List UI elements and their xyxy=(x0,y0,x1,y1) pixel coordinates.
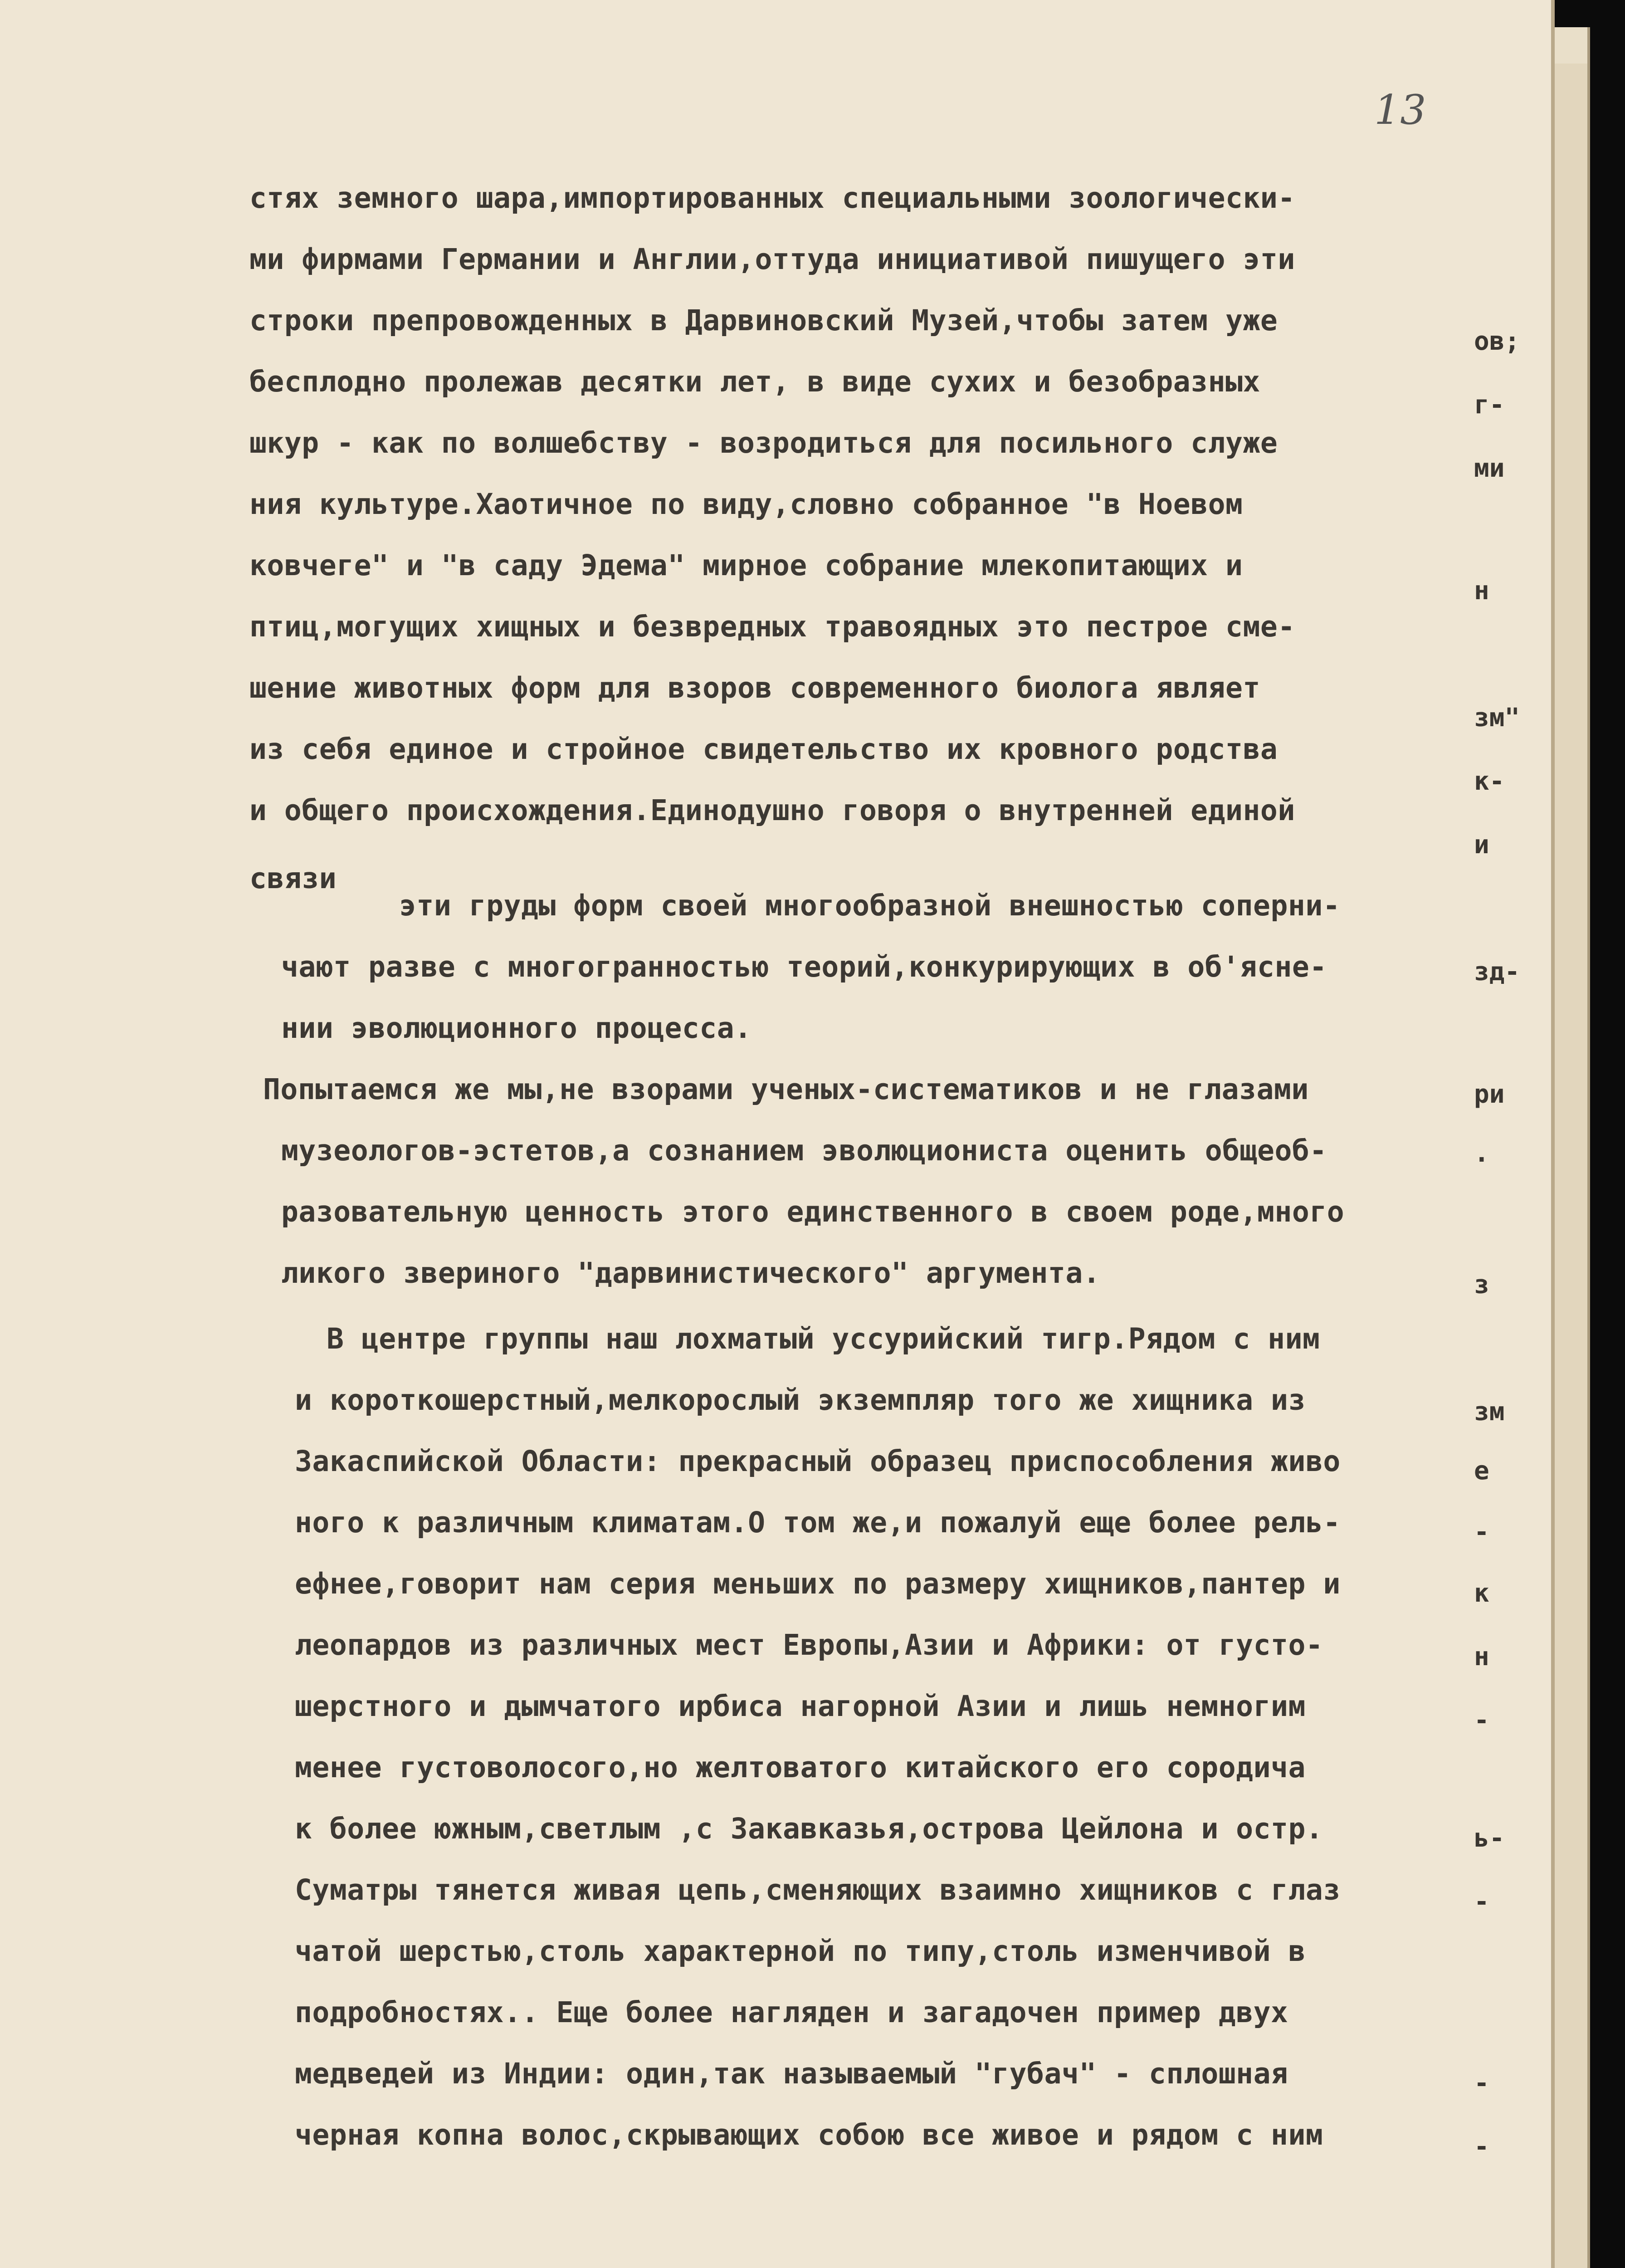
text-line: В центре группы наш лохматый уссурийский тигр.Рядом с ним xyxy=(327,1322,1320,1355)
text-line: шерстного и дымчатого ирбиса нагорной Азии и лишь немногим xyxy=(295,1690,1306,1723)
text-line: связи xyxy=(249,862,337,895)
text-line: подробностях.. Еще более нагляден и загадочен пример двух xyxy=(295,1996,1288,2029)
edge-fragment: зм xyxy=(1474,1397,1505,1427)
edge-fragment: ов; xyxy=(1474,327,1520,356)
text-line: бесплодно пролежав десятки лет, в виде сухих и безобразных xyxy=(249,365,1260,398)
edge-fragment: ь- xyxy=(1474,1823,1505,1853)
text-line: эти груды форм своей многообразной внешностью соперни- xyxy=(399,889,1341,922)
edge-fragment: и xyxy=(1474,830,1489,860)
text-line: ковчеге" и "в саду Эдема" мирное собрание млекопитающих и xyxy=(249,549,1243,582)
text-line: шение животных форм для взоров современного биолога являет xyxy=(249,671,1260,704)
text-line: ного к различным климатам.О том же,и пожалуй еще более рель- xyxy=(295,1506,1341,1539)
edge-fragment: - xyxy=(1474,1887,1489,1916)
edge-fragment: г- xyxy=(1474,390,1505,420)
edge-fragment: . xyxy=(1474,1139,1489,1168)
text-line: чают разве с многогранностью теорий,конкурирующих в об'ясне- xyxy=(281,950,1327,983)
edge-fragment: - xyxy=(1474,2068,1489,2098)
text-line: стях земного шара,импортированных специальными зоологически- xyxy=(249,181,1295,215)
text-line: Суматры тянется живая цепь,сменяющих взаимно хищников с глаз xyxy=(295,1873,1341,1906)
page-number: 13 xyxy=(1374,86,1426,134)
edge-fragment: н xyxy=(1474,1642,1489,1672)
edge-fragment: ми xyxy=(1474,454,1505,483)
edge-fragment: н xyxy=(1474,576,1489,606)
text-line: ефнее,говорит нам серия меньших по размеру хищников,пантер и xyxy=(295,1567,1341,1600)
edge-fragment: - xyxy=(1474,1517,1489,1547)
text-line: разовательную ценность этого единственного в своем роде,много xyxy=(281,1195,1345,1228)
edge-fragment: к xyxy=(1474,1579,1489,1608)
text-line: медведей из Индии: один,так называемый "губач" - сплошная xyxy=(295,2057,1288,2090)
text-line: и короткошерстный,мелкорослый экземпляр того же хищника из xyxy=(295,1383,1306,1417)
text-line: леопардов из различных мест Европы,Азии и Африки: от густо- xyxy=(295,1628,1323,1662)
text-line: Попытаемся же мы,не взорами ученых-систематиков и не глазами xyxy=(263,1073,1309,1106)
text-line: и общего происхождения.Единодушно говоря о внутренней единой xyxy=(249,794,1295,827)
text-line: ликого звериного "дарвинистического" аргумента. xyxy=(281,1256,1101,1290)
text-line: менее густоволосого,но желтоватого китайского его сородича xyxy=(295,1751,1306,1784)
text-line: чатой шерстью,столь характерной по типу,столь изменчивой в xyxy=(295,1935,1306,1968)
edge-fragment: е xyxy=(1474,1456,1489,1486)
edge-fragment: к- xyxy=(1474,767,1505,796)
text-line: ния культуре.Хаотичное по виду,словно собранное "в Ноевом xyxy=(249,488,1243,521)
text-line: строки препровожденных в Дарвиновский Музей,чтобы затем уже xyxy=(249,304,1278,337)
edge-fragment: з xyxy=(1474,1270,1489,1300)
edge-fragment: - xyxy=(1474,1706,1489,1735)
text-line: к более южным,светлым ,с Закавказья,острова Цейлона и остр. xyxy=(295,1812,1323,1845)
text-line: шкур - как по волшебству - возродиться для посильного служе xyxy=(249,426,1278,459)
text-line: из себя единое и стройное свидетельство их кровного родства xyxy=(249,733,1278,766)
edge-fragment: ри xyxy=(1474,1080,1505,1109)
text-line: нии эволюционного процесса. xyxy=(281,1012,752,1045)
edge-fragment: зм" xyxy=(1474,703,1520,733)
edge-fragment: - xyxy=(1474,2132,1489,2161)
text-line: ми фирмами Германии и Англии,оттуда инициативой пишущего эти xyxy=(249,243,1295,276)
text-line: Закаспийской Области: прекрасный образец приспособления живо xyxy=(295,1445,1341,1478)
edge-fragment: зд- xyxy=(1474,957,1520,987)
text-line: птиц,могущих хищных и безвредных травоядных это пестрое сме- xyxy=(249,610,1295,643)
text-line: черная копна волос,скрывающих собою все живое и рядом с ним xyxy=(295,2118,1323,2151)
text-line: музеологов-эстетов,а сознанием эволюциониста оценить общеоб- xyxy=(281,1134,1327,1167)
